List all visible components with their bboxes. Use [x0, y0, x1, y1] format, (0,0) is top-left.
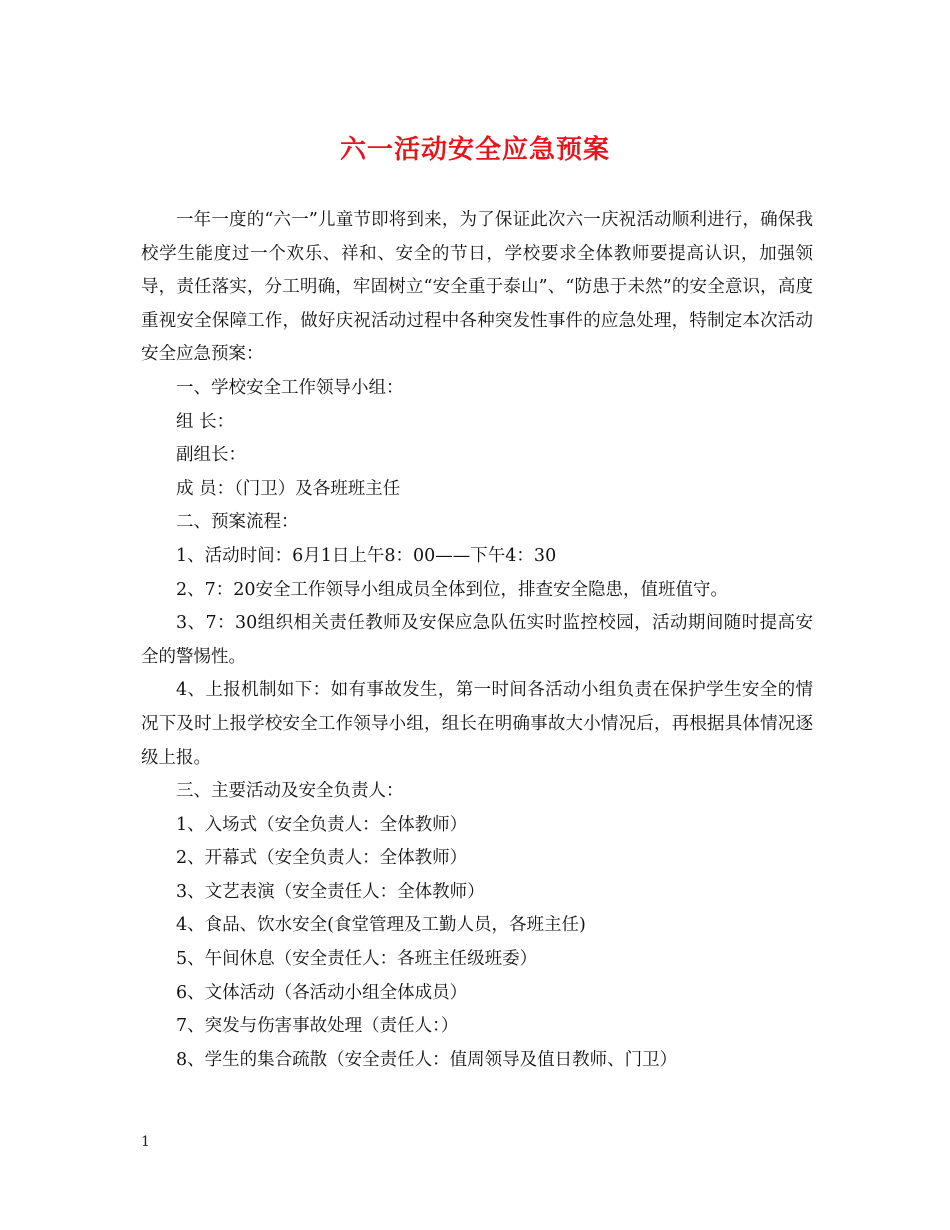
activity-item-sports: 6、文体活动（各活动小组全体成员） [176, 982, 468, 1003]
deputy-leader-line: 副组长： [176, 445, 246, 466]
document-body [141, 204, 813, 1077]
page-title: 六一活动安全应急预案 [339, 135, 610, 165]
activity-item-opening: 2、开幕式（安全负责人：全体教师） [176, 848, 468, 869]
section-heading-plan-process: 二、预案流程： [176, 512, 299, 533]
section-heading-main-activities: 三、主要活动及安全负责人： [176, 781, 404, 802]
activity-item-entrance: 1、入场式（安全负责人：全体教师） [176, 814, 468, 835]
activity-item-emergency: 7、突发与伤害事故处理（责任人：） [176, 1016, 459, 1037]
section-heading-leadership-group: 一、学校安全工作领导小组： [176, 377, 404, 398]
intro-paragraph: 一年一度的“六一”儿童节即将到来，为了保证此次六一庆祝活动顺利进行，确保我校学生能度过一个欢乐、祥和、安全的节日，学校要求全体教师要提高认识，加强领导，责任落实，分工明确，牢固树立“安全重于泰山”、“防患于未然”的安全意识，高度重视安全保障工作，做好庆祝活动过程中各种突发性事件的应急处理，特制定本次活动安全应急预案： [141, 210, 813, 365]
members-line: 成 员：（门卫）及各班班主任 [176, 478, 401, 499]
process-item-reporting: 4、上报机制如下：如有事故发生，第一时间各活动小组负责在保护学生安全的情况下及时上报学校安全工作领导小组，组长在明确事故大小情况后，再根据具体情况逐级上报。 [141, 680, 813, 768]
activity-item-evacuation: 8、学生的集合疏散（安全责任人：值周领导及值日教师、门卫） [176, 1049, 678, 1070]
activity-item-performance: 3、文艺表演（安全责任人：全体教师） [176, 881, 485, 902]
page-number: 1 [141, 1134, 150, 1150]
activity-item-noon-rest: 5、午间休息（安全责任人：各班主任级班委） [176, 949, 538, 970]
process-item-activity-time: 1、活动时间：6月1日上午8：00——下午4：30 [176, 545, 557, 566]
group-leader-line: 组 长： [176, 411, 235, 432]
process-item-arrival: 2、7：20安全工作领导小组成员全体到位，排查安全隐患，值班值守。 [176, 579, 729, 600]
process-item-monitoring: 3、7：30组织相关责任教师及安保应急队伍实时监控校园，活动期间随时提高安全的警惕性。 [141, 613, 813, 667]
activity-item-food-safety: 4、食品、饮水安全(食堂管理及工勤人员，各班主任) [176, 915, 586, 936]
